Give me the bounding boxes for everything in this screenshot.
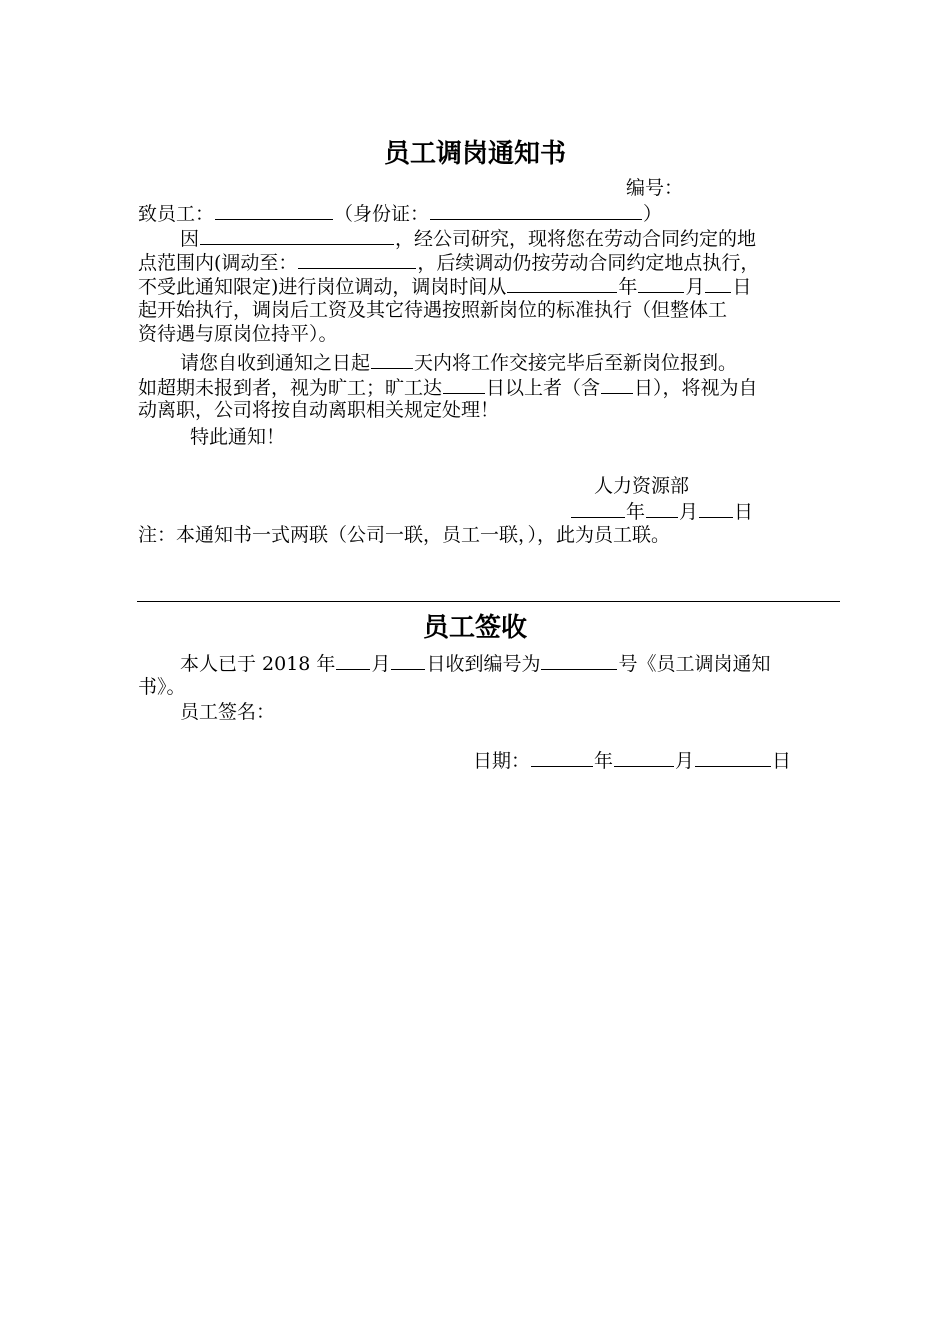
text: 日 [732, 276, 752, 298]
hr-department: 人力资源部 [594, 475, 690, 497]
reason-blank [200, 225, 394, 245]
notice-year-blank [571, 498, 625, 518]
notice-number-blank [541, 650, 617, 670]
notice-day-blank [699, 498, 733, 518]
text: 月 [675, 750, 695, 772]
text: 请您自收到通知之日起 [180, 352, 371, 374]
text: 日期： [473, 750, 531, 772]
start-year-blank [507, 273, 617, 293]
receipt-date-month-blank [614, 747, 674, 767]
absence-days-blank [443, 374, 485, 394]
text: 年 [594, 750, 614, 772]
recipient-label: 致员工： [138, 203, 215, 225]
text: 号《员工调岗通知 [618, 653, 771, 675]
receipt-date-line [473, 747, 791, 773]
text: 月 [679, 501, 699, 523]
paragraph-2-line-1 [180, 349, 737, 375]
notice-title: 员工调岗通知书 [383, 139, 566, 169]
closing-remark: 特此通知！ [190, 426, 286, 448]
text: 天内将工作交接完毕后至新岗位报到。 [414, 352, 738, 374]
text: 点范围内(调动至： [138, 252, 298, 274]
text: 本人已于 2018 年 [180, 653, 336, 675]
paragraph-1-line-1 [180, 225, 756, 251]
paragraph-2-line-2 [138, 374, 758, 400]
cut-line-divider [137, 601, 840, 602]
paragraph-1-line-5: 资待遇与原岗位持平）。 [138, 323, 338, 345]
id-card-label: （身份证： [334, 203, 430, 225]
notice-date-line [570, 498, 753, 524]
text: 日），将视为自 [634, 377, 758, 399]
text: 日以上者（含 [486, 377, 601, 399]
receipt-day-blank [391, 650, 425, 670]
text: 不受此通知限定)进行岗位调动，调岗时间从 [138, 276, 507, 298]
text: 月 [371, 653, 391, 675]
text: ，后续调动仍按劳动合同约定地点执行， [417, 252, 760, 274]
text: 月 [685, 276, 705, 298]
receipt-date-day-blank [695, 747, 771, 767]
handover-days-blank [371, 349, 413, 369]
notice-month-blank [646, 498, 678, 518]
start-month-blank [638, 273, 684, 293]
start-day-blank [705, 273, 731, 293]
receipt-line-1 [180, 650, 770, 676]
receipt-title: 员工签收 [422, 613, 527, 643]
text: 年 [618, 276, 638, 298]
text: 因 [180, 228, 200, 250]
recipient-line [138, 200, 662, 226]
paragraph-1-line-2 [138, 249, 759, 275]
text: 如超期未报到者，视为旷工；旷工达 [138, 377, 443, 399]
serial-number-label: 编号： [626, 177, 684, 199]
employee-name-blank [215, 200, 333, 220]
paragraph-1-line-4: 起开始执行，调岗后工资及其它待遇按照新岗位的标准执行（但整体工 [138, 299, 728, 321]
paragraph-2-line-3: 动离职，公司将按自动离职相关规定处理！ [138, 399, 500, 421]
text: 日收到编号为 [426, 653, 541, 675]
text: 年 [626, 501, 646, 523]
text: 日 [772, 750, 792, 772]
receipt-line-2: 书》。 [138, 676, 186, 698]
text: ，经公司研究，现将您在劳动合同约定的地 [395, 228, 757, 250]
copy-note: 注：本通知书一式两联（公司一联，员工一联，），此为员工联。 [138, 524, 671, 546]
inclusive-days-blank [601, 374, 633, 394]
employee-signature-label: 员工签名： [180, 701, 276, 723]
id-card-close: ） [643, 203, 663, 225]
paragraph-1-line-3 [138, 273, 751, 299]
id-card-blank [430, 200, 642, 220]
text: 日 [734, 501, 754, 523]
receipt-month-blank [336, 650, 370, 670]
receipt-date-year-blank [531, 747, 593, 767]
new-location-blank [298, 249, 416, 269]
